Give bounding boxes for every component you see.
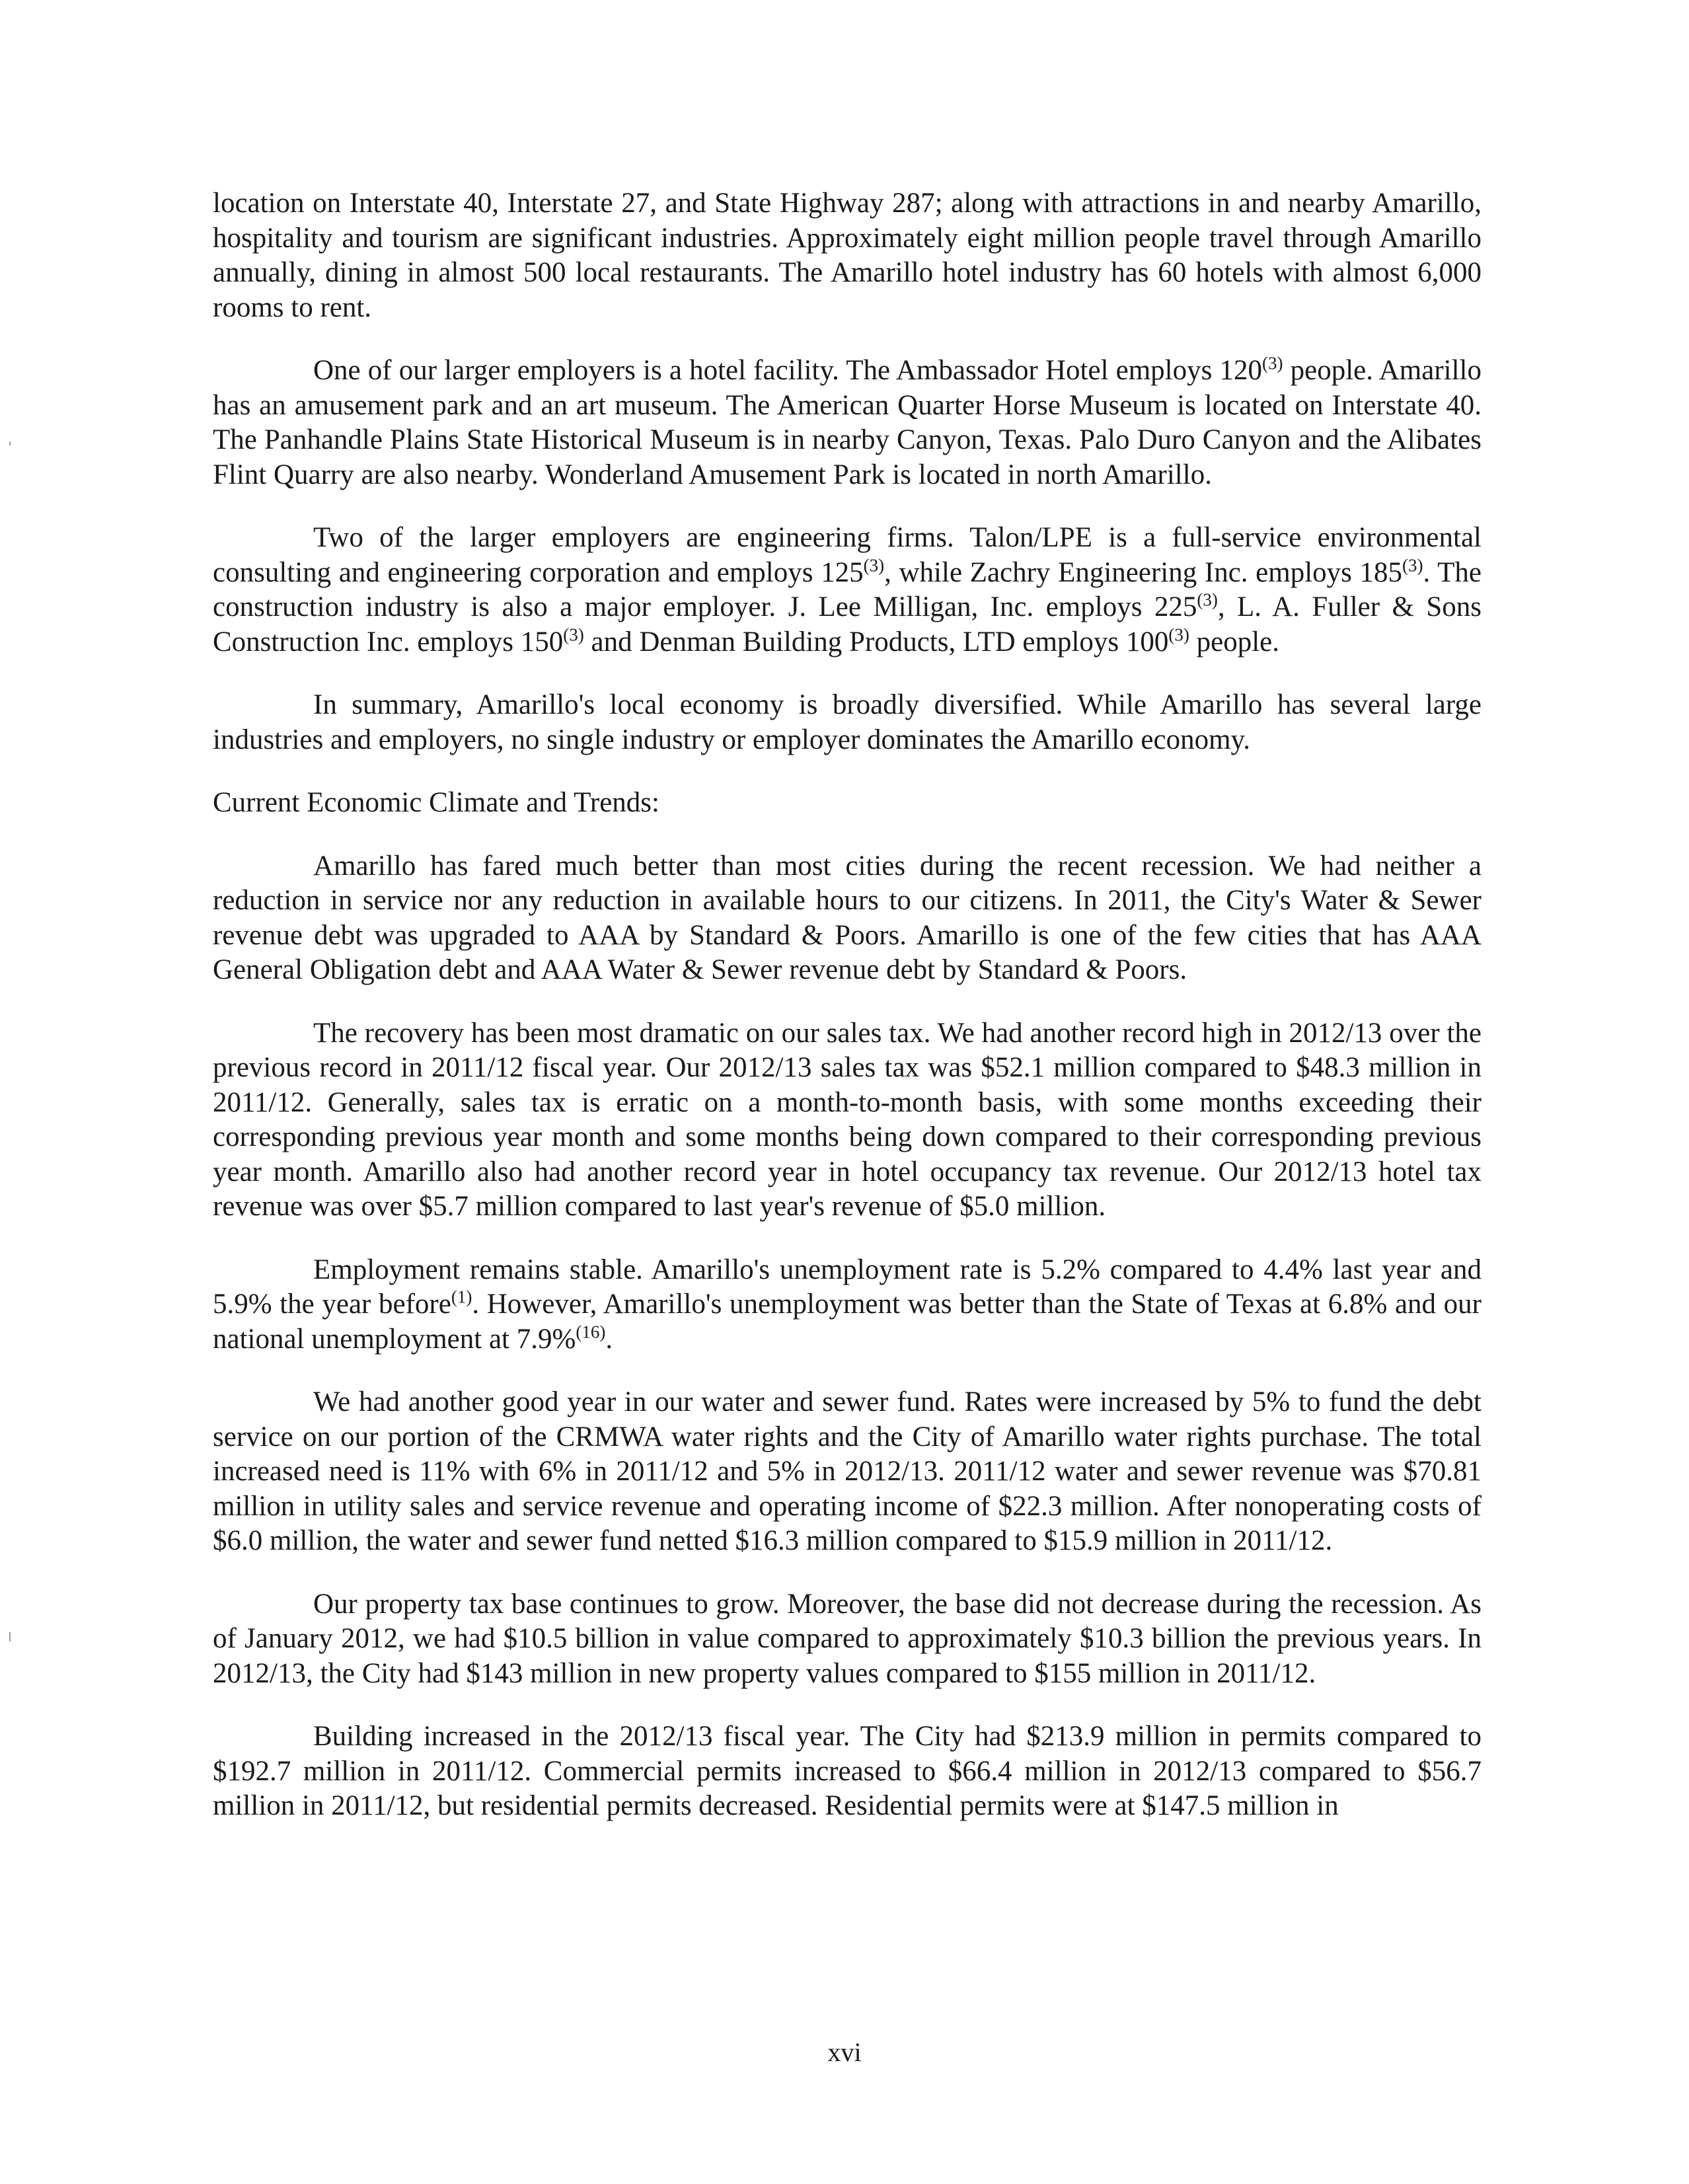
paragraph-text: , while Zachry Engineering Inc. employs 185 (884, 556, 1403, 588)
footnote-reference: (3) (563, 624, 584, 645)
scan-margin-mark (9, 441, 11, 445)
body-paragraph (213, 186, 1482, 325)
paragraph-text: . The construction industry is also a major employer. J. Lee Milligan, Inc. employs 225 (213, 556, 1482, 622)
paragraph-text: people. (1189, 626, 1280, 658)
paragraph-text: Amarillo has fared much better than most cities during the recent recession. We had neither a reduction in service nor any reduction in available hours to our citizens. In 2011, the City's Water & Sewer revenue debt was upgraded to AAA by Standard & Poors. Amarillo is one of the few cities that has AAA General Obligation debt and AAA Water & Sewer revenue debt by Standard & Poors. (213, 850, 1482, 985)
paragraph-text: and Denman Building Products, LTD employs 100 (583, 626, 1169, 658)
body-paragraph (213, 1385, 1482, 1559)
footnote-reference: (3) (1197, 589, 1218, 610)
body-paragraph (213, 521, 1482, 659)
paragraph-text: In summary, Amarillo's local economy is broadly diversified. While Amarillo has several large industries and employers, no single industry or employer dominates the Amarillo economy. (213, 689, 1482, 755)
footnote-reference: (3) (1262, 353, 1283, 373)
paragraph-text: Employment remains stable. Amarillo's unemployment rate is 5.2% compared to 4.4% last year and 5.9% the year before (213, 1254, 1482, 1320)
paragraph-text: Our property tax base continues to grow. Moreover, the base did not decrease during the recession. As of January 2012, we had $10.5 billion in value compared to approximately $10.3 billion the previous years. In 2012/13, the City had $143 million in new property values compared to $155 million in 2011/12. (213, 1588, 1482, 1689)
body-paragraph (213, 1016, 1482, 1224)
footnote-reference: (3) (863, 555, 885, 576)
paragraph-text: Building increased in the 2012/13 fiscal year. The City had $213.9 million in permits compared to $192.7 million in 2011/12. Commercial permits increased to $66.4 million in 2012/13 compared to $56.7 million in 2011/12, but residential permits decreased. Residential permits were at $147.5 million in (213, 1721, 1482, 1821)
body-paragraph (213, 1719, 1482, 1824)
page-number: xvi (827, 2037, 862, 2067)
document-body (213, 186, 1482, 1852)
paragraph-text: One of our larger employers is a hotel facility. The Ambassador Hotel employs 120 (313, 355, 1262, 386)
paragraph-text: people. Amarillo has an amusement park and an art museum. The American Quarter Horse Museum is located on Interstate 40. The Panhandle Plains State Historical Museum is in nearby Canyon, Texas. Palo Duro Canyon and the Alibates Flint Quarry are also nearby. Wonderland Amusement Park is located in north Amarillo. (213, 355, 1482, 490)
body-paragraph (213, 688, 1482, 757)
body-paragraph (213, 1587, 1482, 1692)
footnote-reference: (16) (576, 1322, 606, 1342)
section-heading (213, 786, 1482, 821)
paragraph-text: , L. A. Fuller & Sons Construction Inc. employs 150 (213, 591, 1482, 658)
paragraph-text: Current Economic Climate and Trends: (213, 787, 659, 818)
paragraph-text: location on Interstate 40, Interstate 27, and State Highway 287; along with attractions in and nearby Amarillo, hospitality and tourism are significant industries. Approximately eight million people travel through Amarillo annually, dining in almost 500 local restaurants. The Amarillo hotel industry has 60 hotels with almost 6,000 rooms to rent. (213, 188, 1482, 323)
paragraph-text: We had another good year in our water and sewer fund. Rates were increased by 5% to fund the debt service on our portion of the CRMWA water rights and the City of Amarillo water rights purchase. The total increased need is 11% with 6% in 2011/12 and 5% in 2012/13. 2011/12 water and sewer revenue was $70.81 million in utility sales and service revenue and operating income of $22.3 million. After nonoperating costs of $6.0 million, the water and sewer fund netted $16.3 million compared to $15.9 million in 2011/12. (213, 1386, 1482, 1556)
footnote-reference: (1) (451, 1287, 472, 1307)
paragraph-text: Two of the larger employers are engineering firms. Talon/LPE is a full-service environmental consulting and engineering corporation and employs 125 (213, 522, 1482, 588)
paragraph-text: . However, Amarillo's unemployment was better than the State of Texas at 6.8% and our national unemployment at 7.9% (213, 1289, 1482, 1355)
footnote-reference: (3) (1168, 624, 1189, 645)
body-paragraph (213, 849, 1482, 988)
scan-margin-mark (9, 1632, 11, 1641)
paragraph-text: . (605, 1323, 613, 1355)
footnote-reference: (3) (1402, 555, 1423, 576)
body-paragraph (213, 354, 1482, 492)
paragraph-text: The recovery has been most dramatic on our sales tax. We had another record high in 2012/13 over the previous record in 2011/12 fiscal year. Our 2012/13 sales tax was $52.1 million compared to $48.3 million in 2011/12. Generally, sales tax is erratic on a month-to-month basis, with some months exceeding their corresponding previous year month and some months being down compared to their corresponding previous year month. Amarillo also had another record year in hotel occupancy tax revenue. Our 2012/13 hotel tax revenue was over $5.7 million compared to last year's revenue of $5.0 million. (213, 1017, 1482, 1222)
body-paragraph (213, 1253, 1482, 1357)
